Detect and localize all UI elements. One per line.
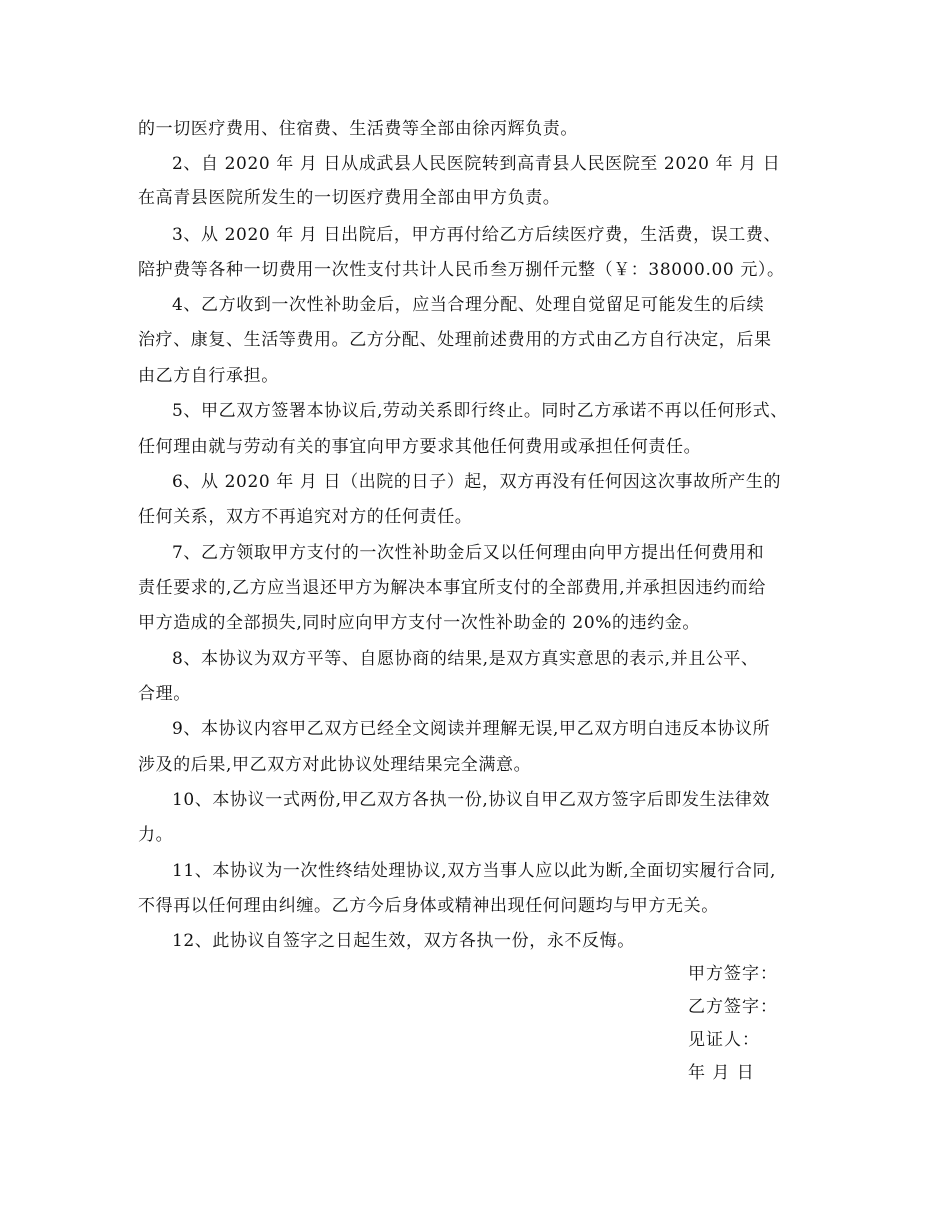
text-line: 甲方造成的全部损失,同时应向甲方支付一次性补助金的 20%的违约金。 xyxy=(138,613,700,633)
party-b-signature-label: 乙方签字： xyxy=(688,997,778,1017)
clause-2-line: 2、自 2020 年 月 日从成武县人民医院转到高青县人民医院至 2020 年 月 日 xyxy=(172,154,781,174)
clause-10-line: 10、本协议一式两份,甲乙双方各执一份,协议自甲乙双方签字后即发生法律效 xyxy=(172,790,771,810)
date-label: 年 月 日 xyxy=(688,1063,755,1083)
clause-12-line: 12、此协议自签字之日起生效，双方各执一份，永不反悔。 xyxy=(172,931,635,951)
text-line: 涉及的后果,甲乙双方对此协议处理结果完全满意。 xyxy=(138,755,532,775)
party-a-signature-label: 甲方签字： xyxy=(688,964,778,984)
clause-9-line: 9、本协议内容甲乙双方已经全文阅读并理解无误,甲乙双方明白违反本协议所 xyxy=(172,719,771,739)
clause-7-line: 7、乙方领取甲方支付的一次性补助金后又以任何理由向甲方提出任何费用和 xyxy=(172,543,765,563)
text-line: 不得再以任何理由纠缠。乙方今后身体或精神出现任何问题均与甲方无关。 xyxy=(138,896,719,916)
witness-label: 见证人： xyxy=(688,1030,760,1050)
text-line: 在高青县医院所发生的一切医疗费用全部由甲方负责。 xyxy=(138,188,561,208)
clause-5-line: 5、甲乙双方签署本协议后,劳动关系即行终止。同时乙方承诺不再以任何形式、 xyxy=(172,401,788,421)
clause-4-line: 4、乙方收到一次性补助金后，应当合理分配、处理自觉留足可能发生的后续 xyxy=(172,295,765,315)
clause-8-line: 8、本协议为双方平等、自愿协商的结果,是双方真实意思的表示,并且公平、 xyxy=(172,649,759,669)
clause-11-line: 11、本协议为一次性终结处理协议,双方当事人应以此为断,全面切实履行合同, xyxy=(172,861,777,881)
text-line: 治疗、康复、生活等费用。乙方分配、处理前述费用的方式由乙方自行决定，后果 xyxy=(138,330,772,350)
text-line: 任何理由就与劳动有关的事宜向甲方要求其他任何费用或承担任何责任。 xyxy=(138,437,702,457)
text-line: 力。 xyxy=(138,825,174,845)
text-line: 任何关系，双方不再追究对方的任何责任。 xyxy=(138,507,473,527)
clause-3-line: 3、从 2020 年 月 日出院后，甲方再付给乙方后续医疗费，生活费，误工费、 xyxy=(172,225,782,245)
clause-6-line: 6、从 2020 年 月 日（出院的日子）起，双方再没有任何因这次事故所产生的 xyxy=(172,472,782,492)
text-line: 由乙方自行承担。 xyxy=(138,366,279,386)
text-line: 合理。 xyxy=(138,684,191,704)
text-line: 责任要求的,乙方应当退还甲方为解决本事宜所支付的全部费用,并承担因违约而给 xyxy=(138,578,767,598)
text-line: 陪护费等各种一切费用一次性支付共计人民币叁万捌仟元整（￥：38000.00 元）。 xyxy=(138,260,785,280)
text-line: 的一切医疗费用、住宿费、生活费等全部由徐丙辉负责。 xyxy=(138,119,578,139)
